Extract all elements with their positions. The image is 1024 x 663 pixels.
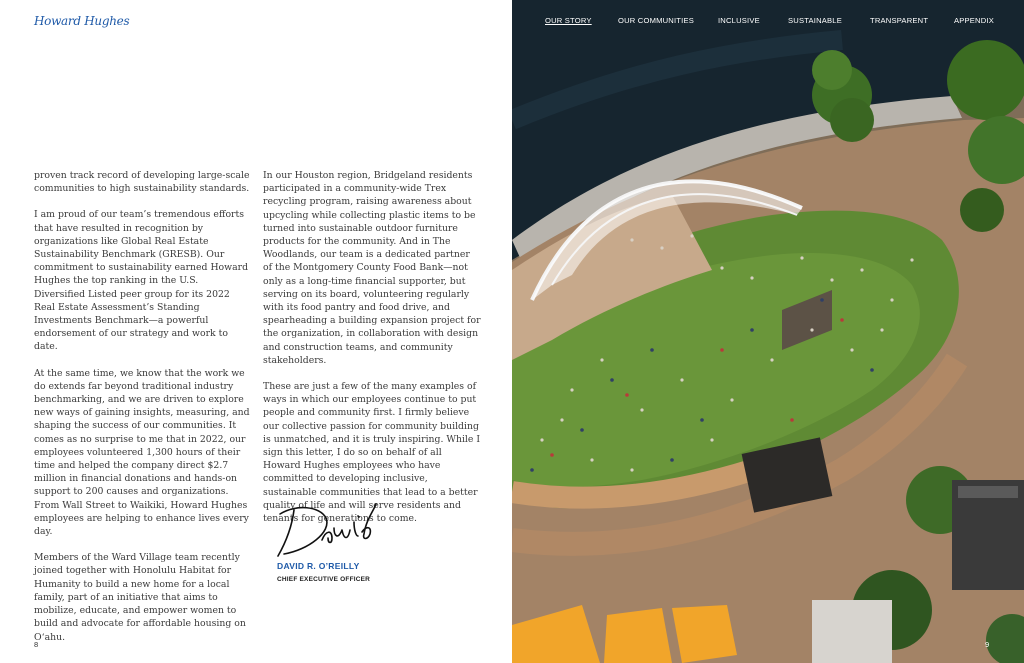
top-navigation — [512, 16, 1024, 30]
nav-item-transparent[interactable]: TRANSPARENT — [870, 16, 929, 25]
paragraph: At the same time, we know that the work we do extends far beyond traditional industry benchmarking, and we are driven to explore new ways of gaining insights, measuring, and shaping the success of our communities. It comes as no surprise to me that in 2022, our employees volunteered 1,300 hours of their time and helped the company direct $2.7 million in financial donations and hands-on support to 200 causes and organizations. From Wall Street to Waikiki, Howard Hughes employees are helping to enhance lives every day. — [34, 367, 250, 538]
nav-item-inclusive[interactable]: INCLUSIVE — [718, 16, 760, 25]
nav-item-appendix[interactable]: APPENDIX — [954, 16, 995, 25]
page-number-right: 9 — [985, 640, 990, 649]
letter-column-2 — [263, 169, 481, 538]
paragraph: These are just a few of the many examples of ways in which our employees continue to put people and community first. I firmly believe our collective passion for community building is unmatched, and it is truly inspiring. While I sign this letter, I do so on behalf of all Howard Hughes employees who have committed to developing inclusive, sustainable communities that lead to a better quality of life and will serve residents and tenants for generations to come. — [263, 381, 481, 525]
nav-item-our-story[interactable]: OUR STORY — [545, 16, 592, 25]
signature-image — [274, 500, 379, 560]
page-number-left: 8 — [34, 640, 39, 649]
nav-item-our-communities[interactable]: OUR COMMUNITIES — [618, 16, 694, 25]
right-page — [512, 0, 1024, 663]
paragraph: I am proud of our team’s tremendous efforts that have resulted in recognition by organizations like Global Real Estate Sustainability Benchmark (GRESB). Our commitment to sustainability earned Howard Hughes the top ranking in the U.S. Diversified Listed peer group for its 2022 Real Estate Assessment’s Standing Investments Benchmark—a powerful endorsement of our strategy and work to date. — [34, 209, 249, 353]
signatory-name: DAVID R. O’REILLY — [277, 561, 360, 571]
signatory-title: CHIEF EXECUTIVE OFFICER — [277, 576, 371, 583]
amphitheater-aerial-photo — [512, 0, 1024, 663]
paragraph: proven track record of developing large-scale communities to high sustainability standards. — [34, 170, 250, 195]
paragraph: Members of the Ward Village team recently joined together with Honolulu Habitat for Humanity to build a new home for a local family, part of an initiative that aims to mobilize, educate, and empower women to build and advocate for affordable housing on Oʻahu. — [34, 552, 246, 643]
nav-item-sustainable[interactable]: SUSTAINABLE — [788, 16, 842, 25]
paragraph: In our Houston region, Bridgeland residents participated in a community-wide Trex recycling program, raising awareness about upcycling while collecting plastic items to be turned into sustainable outdoor furniture products for the community. And in The Woodlands, our team is a dedicated partner of the Montgomery County Food Bank—not only as a long-time financial supporter, but serving on its board, volunteering regularly with its food pantry and food drive, and spearheading a building expansion project for the organization, in collaboration with design and construction teams, and community stakeholders. — [263, 170, 481, 366]
letter-column-1 — [34, 169, 252, 657]
howard-hughes-logo[interactable]: Howard Hughes — [34, 14, 130, 28]
